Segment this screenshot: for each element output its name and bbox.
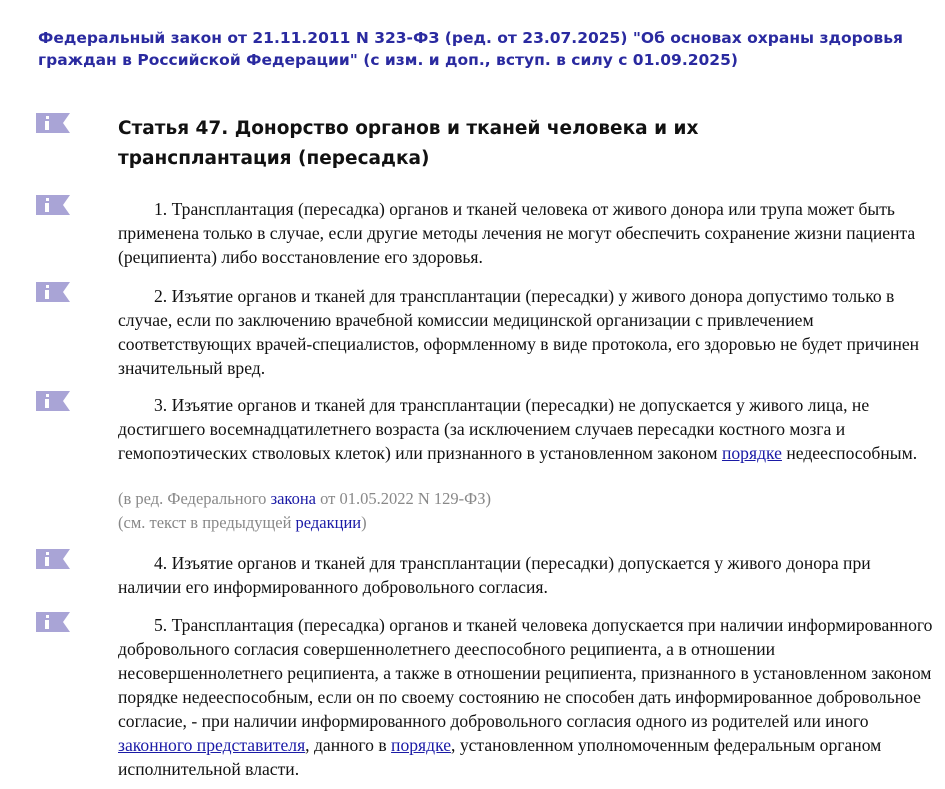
info-flag-icon[interactable] [36,282,70,302]
paragraph-1 [118,197,936,269]
info-flag-icon[interactable] [36,195,70,215]
paragraph-text: , данного в [305,735,392,755]
see-note-suffix: ) [361,513,367,532]
edit-note-suffix: от 01.05.2022 N 129-ФЗ) [316,489,491,508]
see-previous-note [118,511,918,535]
paragraph-text: недееспособным. [781,443,918,463]
paragraph-text: 1. Трансплантация (пересадка) органов и тканей человека от живого донора или трупа может быть применена только в случае, если другие методы лечения не могут обеспечить сохранение жизни пациента (реципиента) либо восстановление его здоровья. [118,199,916,267]
paragraph-text: 3. Изъятие органов и тканей для трансплантации (пересадки) не допускается у живого лица, не достигшего восемнадцатилетнего возраста (за исключением случаев пересадки костного мозга и гемопоэтических стволовых клеток) или признанного в установленном законом [118,395,870,463]
order-link[interactable]: порядке [391,735,452,755]
edit-note-prefix: (в ред. Федерального [118,489,271,508]
previous-edition-link[interactable]: редакции [295,513,362,532]
paragraph-text: 5. Трансплантация (пересадка) органов и тканей человека допускается при наличии информированного добровольного согласия совершеннолетнего дееспособного реципиента, а в отношении несовершеннолетнего реципиента, а также в отношении реципиента, признанного в установленном законом порядке недееспособным, если он по своему состоянию не способен дать информированное добровольное согласие, - при наличии информированного добровольного согласия одного из родителей или иного [118,615,933,731]
legal-representative-link[interactable]: законного представителя [118,735,306,755]
paragraph-4 [118,551,936,599]
order-link[interactable]: порядке [721,443,782,463]
see-note-prefix: (см. текст в предыдущей [118,513,296,532]
edit-note [118,487,918,511]
info-flag-icon[interactable] [36,113,70,133]
paragraph-text: 2. Изъятие органов и тканей для трансплантации (пересадки) у живого донора допустимо только в случае, если по заключению врачебной комиссии медицинской организации с привлечением соответствующих врачей-специалистов, оформленному в виде протокола, его здоровью не будет причинен значительный вред. [118,286,920,378]
info-flag-icon[interactable] [36,612,70,632]
paragraph-5 [118,613,936,781]
law-link[interactable]: закона [270,489,316,508]
article-heading: Статья 47. Донорство органов и тканей человека и их трансплантация (пересадка) [118,118,699,169]
paragraph-2 [118,284,936,380]
paragraph-text: , установленном уполномоченным федеральным органом исполнительной власти. [118,735,882,779]
document-title: Федеральный закон от 21.11.2011 N 323-ФЗ (ред. от 23.07.2025) "Об основах охраны здоровья граждан в Российской Федерации" (с изм. и доп., вступ. в силу с 01.09.2025) [38,29,903,69]
info-flag-icon[interactable] [36,391,70,411]
paragraph-3 [118,393,936,465]
paragraph-text: 4. Изъятие органов и тканей для трансплантации (пересадки) допускается у живого донора при наличии его информированного добровольного согласия. [118,553,871,597]
info-flag-icon[interactable] [36,549,70,569]
